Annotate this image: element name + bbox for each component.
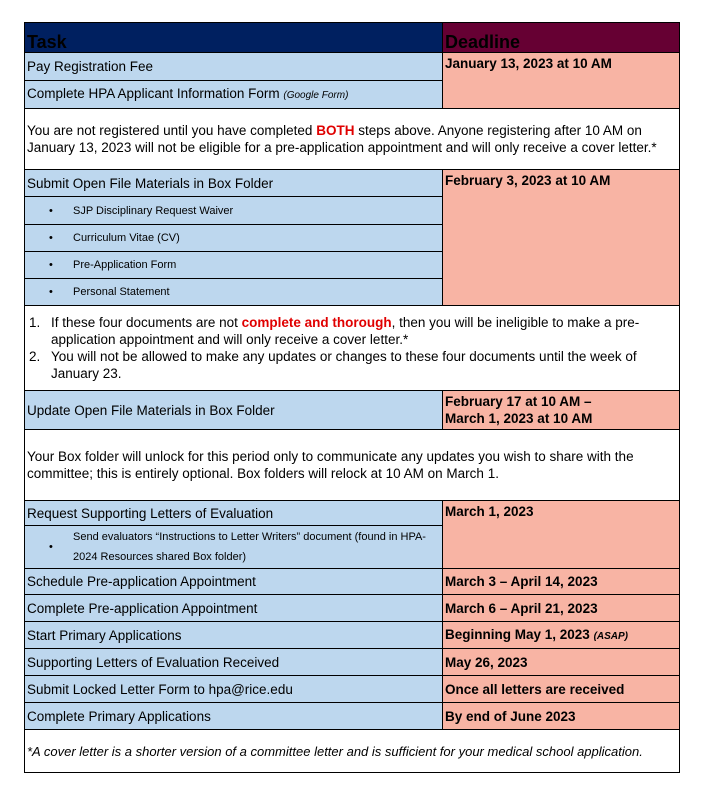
deadline-complete-pre: March 6 – April 21, 2023	[443, 595, 680, 622]
item-number: 2.	[29, 349, 41, 364]
deadline-line: February 17 at 10 AM –	[445, 394, 592, 409]
header-deadline: Deadline	[443, 23, 680, 53]
task-hpa-form-label: Complete HPA Applicant Information Form	[27, 86, 280, 101]
bullet-icon: •	[49, 204, 53, 217]
deadline-letters-received: May 26, 2023	[443, 649, 680, 676]
table-row	[25, 622, 680, 649]
list-item	[25, 197, 443, 225]
deadline-schedule: March 3 – April 14, 2023	[443, 569, 680, 595]
deadline-registration: January 13, 2023 at 10 AM	[443, 53, 680, 109]
table-row	[25, 595, 680, 622]
task-complete-pre: Complete Pre-application Appointment	[25, 595, 443, 622]
deadline-locked-form: Once all letters are received	[443, 676, 680, 703]
update-note: Your Box folder will unlock for this period only to communicate any updates you wish to share with the committee; this is entirely optional. Box folders will relock at 10 AM on March 1.	[25, 430, 680, 501]
task-locked-form: Submit Locked Letter Form to hpa@rice.edu	[25, 676, 443, 703]
asap-note: (ASAP)	[593, 630, 629, 642]
table-row	[25, 569, 680, 595]
registration-note	[25, 109, 680, 170]
list-item-label: Send evaluators “Instructions to Letter Writers” document (found in HPA-2024 Resources shared Box folder)	[73, 531, 426, 563]
timeline-table	[24, 22, 680, 773]
footnote: *A cover letter is a shorter version of a committee letter and is sufficient for your medical school application.	[25, 730, 680, 773]
list-item-label: Pre-Application Form	[73, 259, 177, 271]
table-row	[25, 391, 680, 430]
task-request-letters: Request Supporting Letters of Evaluation	[25, 501, 443, 526]
task-letters-received: Supporting Letters of Evaluation Received	[25, 649, 443, 676]
numbered-item	[27, 314, 677, 348]
task-schedule: Schedule Pre-application Appointment	[25, 569, 443, 595]
bullet-icon: •	[49, 286, 53, 298]
table-row	[25, 170, 680, 197]
table-row	[25, 306, 680, 391]
header-task: Task	[25, 23, 443, 53]
list-item	[25, 526, 443, 569]
table-row	[25, 109, 680, 170]
deadline-start-primary	[443, 622, 680, 649]
note-text: steps above. Anyone registering after 10 AM on January 13, 2023 will not be eligible for a pre-application appointment and will only receive a cover letter.*	[27, 123, 657, 155]
header-row	[25, 23, 680, 53]
table-row	[25, 649, 680, 676]
task-complete-primary: Complete Primary Applications	[25, 703, 443, 730]
table-row	[25, 703, 680, 730]
deadline-request-letters: March 1, 2023	[443, 501, 680, 569]
open-file-notes	[25, 306, 680, 391]
note-complete-thorough: complete and thorough	[241, 315, 392, 330]
task-hpa-form	[25, 81, 443, 109]
note-both: BOTH	[316, 123, 355, 138]
task-update-file: Update Open File Materials in Box Folder	[25, 391, 443, 430]
table-row	[25, 501, 680, 526]
table-row	[25, 676, 680, 703]
list-item	[25, 225, 443, 252]
list-item-label: Curriculum Vitae (CV)	[73, 232, 180, 244]
deadline-open-file: February 3, 2023 at 10 AM	[443, 170, 680, 306]
task-start-primary: Start Primary Applications	[25, 622, 443, 649]
list-item-label: SJP Disciplinary Request Waiver	[73, 204, 234, 217]
deadline-complete-primary: By end of June 2023	[443, 703, 680, 730]
list-item-label: Personal Statement	[73, 286, 170, 298]
numbered-item	[27, 348, 677, 382]
bullet-icon: •	[49, 259, 53, 271]
deadline-update-file	[443, 391, 680, 430]
note-text: If these four documents are not	[51, 315, 242, 330]
list-item	[25, 279, 443, 306]
table-row	[25, 53, 680, 81]
item-number: 1.	[29, 315, 41, 330]
timeline-document	[24, 22, 679, 773]
note-text: You are not registered until you have completed	[27, 123, 317, 138]
list-item	[25, 252, 443, 279]
table-row	[25, 730, 680, 773]
bullet-icon: •	[49, 232, 53, 244]
task-open-file: Submit Open File Materials in Box Folder	[25, 170, 443, 197]
note-text: , then you will be ineligible to make a pre-application appointment and will only receive a cover letter.*	[51, 315, 640, 347]
task-pay-fee: Pay Registration Fee	[25, 53, 443, 81]
bullet-icon: •	[49, 541, 53, 553]
note-text: You will not be allowed to make any updates or changes to these four documents until the week of January 23.	[51, 349, 637, 381]
deadline-text: Beginning May 1, 2023	[445, 626, 590, 642]
google-form-note: (Google Form)	[283, 90, 349, 101]
deadline-line: March 1, 2023 at 10 AM	[445, 411, 593, 426]
table-row	[25, 430, 680, 501]
